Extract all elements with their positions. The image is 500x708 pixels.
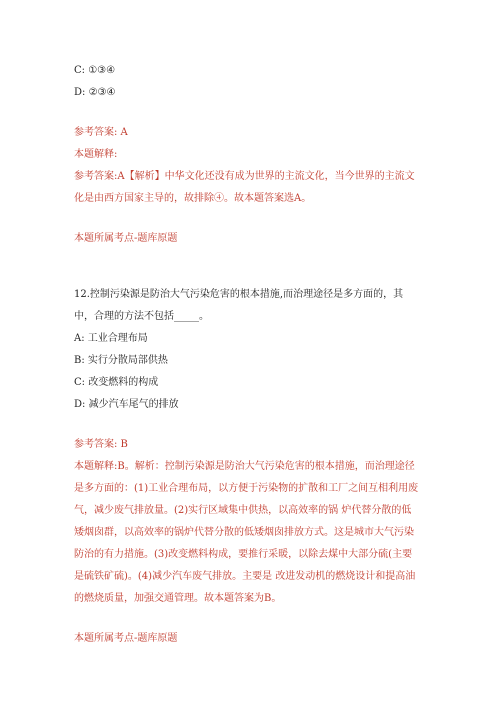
question-line: 12.控制污染源是防治大气污染危害的根本措施,而治理途径是多方面的，其: [74, 289, 404, 300]
explanation-line: 是多方面的：(1)工业合理布局，以方便于污染物的扩散和工厂之间互相利用废: [74, 483, 419, 494]
option-d: D: ②③④: [74, 87, 116, 98]
topic-footer: 本题所属考点-题库原题: [74, 633, 178, 644]
explanation-line: 是硫铁矿硫)。(4)减少汽车废气排放。主要是 改进发动机的燃烧设计和提高油: [74, 571, 416, 582]
topic-footer: 本题所属考点-题库原题: [74, 233, 178, 244]
explanation-line: 防治的有力措施。(3)改变燃料构成，要推行采暖，以除去煤中大部分硫(主要: [74, 549, 413, 560]
option-d: D: 减少汽车尾气的排放: [74, 399, 179, 410]
answer-label: 参考答案: A: [74, 127, 128, 138]
explanation-line: 本题解释:B。解析：控制污染源是防治大气污染危害的根本措施，而治理途径: [74, 461, 415, 472]
question-line: 中，合理的方法不包括_____。: [74, 311, 209, 322]
explanation-line: 参考答案:A【解析】中华文化还没有成为世界的主流文化，当今世界的主流文: [74, 171, 415, 182]
explanation-line: 气，减少废气排放量。(2)实行区域集中供热，以高效率的锅 炉代替分散的低: [74, 505, 412, 516]
explanation-line: 化是由西方国家主导的，故排除④。故本题答案选A。: [74, 193, 312, 204]
explanation-line: 矮烟囱群，以高效率的锅炉代替分散的低矮烟囱排放方式。这是城市大气污染: [74, 527, 414, 538]
option-c: C: ①③④: [74, 65, 116, 76]
answer-label: 参考答案: B: [74, 439, 128, 450]
document-page: [74, 60, 430, 650]
option-b: B: 实行分散局部供热: [74, 355, 168, 366]
option-a: A: 工业合理布局: [74, 333, 148, 344]
explanation-title: 本题解释:: [74, 149, 118, 160]
explanation-line: 的燃烧质量，加强交通管理。故本题答案为B。: [74, 593, 282, 604]
option-c: C: 改变燃料的构成: [74, 377, 159, 388]
